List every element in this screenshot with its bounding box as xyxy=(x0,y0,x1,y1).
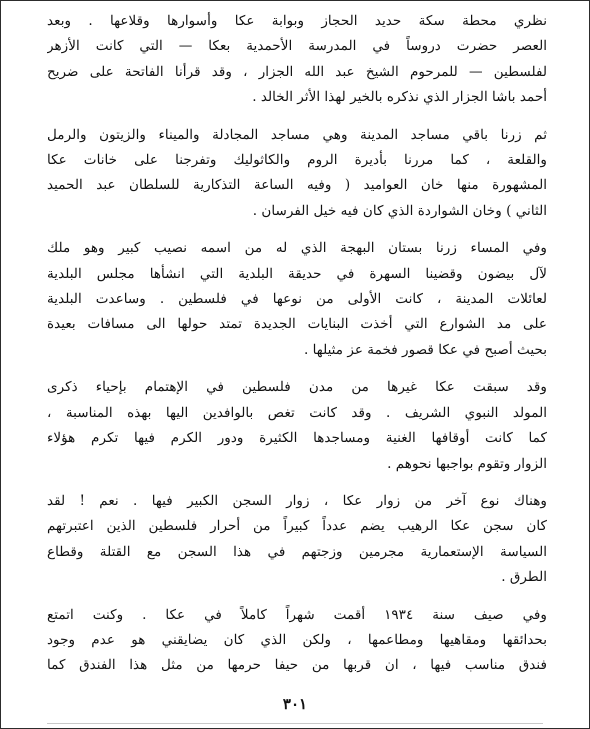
text-line: الطرق . xyxy=(501,569,547,586)
paragraph xyxy=(47,603,547,679)
paragraph xyxy=(47,9,547,111)
text-line: على مد الشوارع التي أخذت البنايات الجديدة تمتد حولها الى مسافات بعيدة xyxy=(47,316,547,333)
text-line: الثاني ) وخان الشواردة الذي كان فيه خيل الفرسان . xyxy=(252,202,547,219)
text-line: المولد النبوي الشريف . وقد كانت تغص بالوافدين اليها بهذه المناسبة ، xyxy=(47,404,547,421)
text-line: وهناك نوع آخر من زوار عكا ، زوار السجن الكبير فيها . نعم ! لقد xyxy=(47,492,547,509)
text-line: أحمد باشا الجزار الذي نذكره بالخير لهذا الأثر الخالد . xyxy=(252,89,547,106)
text-line: بحدائقها ومقاهيها ومطاعمها ، ولكن الذي كان يضايقني هو عدم وجود xyxy=(47,631,547,648)
paragraph xyxy=(47,489,547,591)
text-line: لآل بيضون وقضينا السهرة في حديقة البلدية التي انشأها مجلس البلدية xyxy=(47,265,547,282)
text-line: بحيث أصبح في عكا قصور فخمة عز مثيلها . xyxy=(304,341,547,358)
text-line: السياسة الإستعمارية مجرمين وزجتهم في هذا السجن مع القتلة وقطاع xyxy=(47,543,547,560)
text-line: لفلسطين — للمرحوم الشيخ عبد الله الجزار ، وقد قرأنا الفاتحة على ضريح xyxy=(47,63,547,80)
paragraph xyxy=(47,123,547,225)
text-line: العصر حضرت دروساً في المدرسة الأحمدية بعكا — التي كانت الأزهر xyxy=(47,38,547,55)
text-line: فندق مناسب فيها ، ان قربها من حيفا حرمها من مثل هذا الفندق كما xyxy=(47,657,547,674)
text-line: كان سجن عكا الرهيب يضم عدداً كبيراً من أحرار فلسطين الذين اعتبرتهم xyxy=(47,518,547,535)
text-column xyxy=(47,9,547,691)
text-line: كما كانت أوقافها الغنية ومساجدها الكثيرة ودور الكرم فيها تكرم هؤلاء xyxy=(47,430,547,447)
text-line: المشهورة منها خان العواميد ( وفيه الساعة التذكارية للسلطان عبد الحميد xyxy=(47,177,547,194)
text-line: والقلعة ، كما مررنا بأديرة الروم والكاثوليك وتفرجنا على خانات عكا xyxy=(47,152,547,169)
text-line: الزوار وتقوم بواجبها نحوهم . xyxy=(387,455,547,472)
paragraph xyxy=(47,375,547,477)
text-line: ثم زرنا باقي مساجد المدينة وهي مساجد المجادلة والميناء والزيتون والرمل xyxy=(47,126,547,143)
page-number: ٣٠١ xyxy=(282,695,308,713)
text-line: نظري محطة سكة حديد الحجاز وبوابة عكا وأسوارها وقلاعها . وبعد xyxy=(47,13,547,29)
footer-rule xyxy=(47,723,543,724)
text-line: لعائلات المدينة ، كانت الأولى من نوعها في فلسطين . وساعدت البلدية xyxy=(47,291,547,308)
text-line: وفي المساء زرنا بستان البهجة الذي له من اسمه نصيب كبير وهو ملك xyxy=(47,240,547,257)
text-line: وقد سبقت عكا غيرها من مدن فلسطين في الإهتمام بإحياء ذكرى xyxy=(47,379,547,396)
paragraph xyxy=(47,236,547,363)
text-line: وفي صيف سنة ١٩٣٤ أقمت شهراً كاملاً في عكا . وكنت اتمتع xyxy=(47,606,547,623)
